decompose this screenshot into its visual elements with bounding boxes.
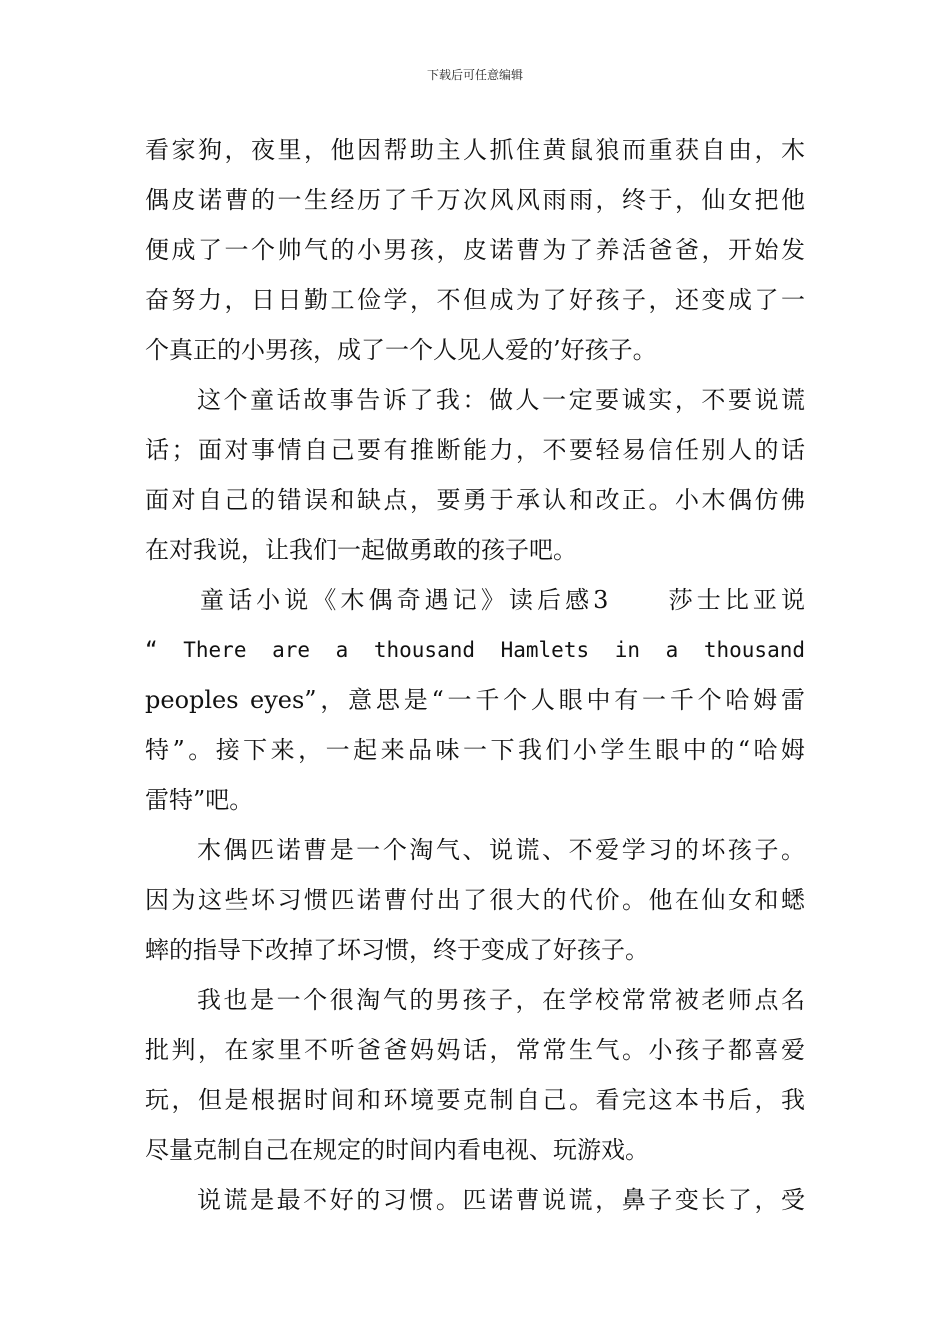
text-line: 尽量克制自己在规定的时间内看电视、玩游戏。	[145, 1136, 649, 1164]
text-line: 个真正的小男孩，成了一个人见人爱的’好孩子。	[145, 336, 657, 364]
english-quote-line: “ There are a thousand Hamlets in a thousand	[145, 638, 805, 662]
paragraph-first-line: 木偶匹诺曹是一个淘气、说谎、不爱学习的坏孩子。	[197, 836, 805, 864]
paragraph-first-line: 说谎是最不好的习惯。匹诺曹说谎，鼻子变长了，受	[197, 1186, 805, 1214]
text-line: 玩，但是根据时间和环境要克制自己。看完这本书后，我	[145, 1086, 805, 1114]
section-title-line: 童话小说《木偶奇遇记》读后感3 莎士比亚说	[200, 586, 805, 614]
text-line: 雷特”吧。	[145, 786, 254, 814]
page-header: 下载后可任意编辑	[426, 68, 523, 82]
paragraph-first-line: 我也是一个很淘气的男孩子，在学校常常被老师点名	[197, 986, 805, 1014]
text-line: 话；面对事情自己要有推断能力，不要轻易信任别人的话	[145, 436, 805, 464]
text-line: 批判，在家里不听爸爸妈妈话，常常生气。小孩子都喜爱	[145, 1036, 805, 1064]
text-line: 奋努力，日日勤工俭学，不但成为了好孩子，还变成了一	[145, 286, 805, 314]
text-line: 蟀的指导下改掉了坏习惯，终于变成了好孩子。	[145, 936, 649, 964]
text-line: 特”。接下来，一起来品味一下我们小学生眼中的“哈姆	[145, 736, 805, 764]
paragraph-first-line: 这个童话故事告诉了我：做人一定要诚实，不要说谎	[197, 386, 805, 414]
text-line: 偶皮诺曹的一生经历了千万次风风雨雨，终于，仙女把他	[145, 186, 805, 214]
text-line: 在对我说，让我们一起做勇敢的孩子吧。	[145, 536, 577, 564]
text-line: peoples eyes”，意思是“一千个人眼中有一千个哈姆雷	[145, 686, 805, 714]
text-line: 便成了一个帅气的小男孩，皮诺曹为了养活爸爸，开始发	[145, 236, 805, 264]
text-line: 看家狗，夜里，他因帮助主人抓住黄鼠狼而重获自由，木	[145, 136, 805, 164]
text-line: 因为这些坏习惯匹诺曹付出了很大的代价。他在仙女和蟋	[145, 886, 805, 914]
text-line: 面对自己的错误和缺点，要勇于承认和改正。小木偶仿佛	[145, 486, 805, 514]
